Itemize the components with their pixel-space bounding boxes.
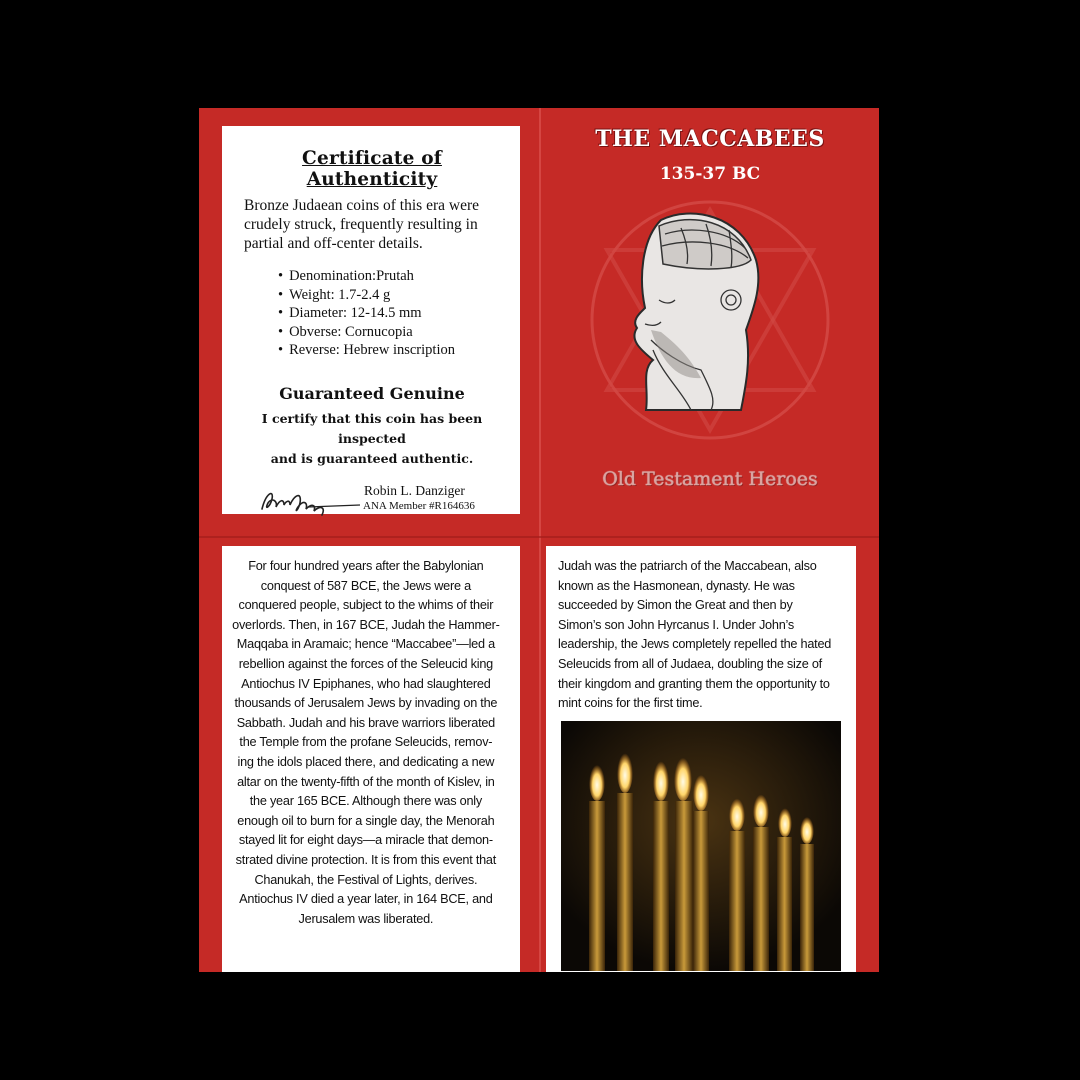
spec-obverse: • Obverse: Cornucopia: [278, 323, 500, 342]
spec-list: [278, 267, 500, 360]
spec-diameter: • Diameter: 12-14.5 mm: [278, 304, 500, 323]
horizontal-fold: [199, 536, 879, 538]
menorah-photo: [561, 721, 841, 971]
signer-name: Robin L. Danziger: [364, 482, 465, 498]
history-text-right: Judah was the patriarch of the Maccabean, also known as the Hasmonean, dynasty. He was succeeded by Simon the Great and then by Simon’s son John Hyrcanus I. Under John’s leadership, the Jews completely repelled the hated Seleucids from all of Judaea, doubling the size of their kingdom and granting them the opportunity to mint coins for the first time.: [558, 558, 832, 711]
cover-years: 135-37 BC: [659, 164, 761, 184]
cover-title: THE MACCABEES: [595, 126, 825, 152]
spec-reverse: • Reverse: Hebrew inscription: [278, 341, 500, 360]
signer-id: ANA Member #R164636: [363, 499, 475, 512]
guarantee-line-1: I certify that this coin has been inspected: [261, 410, 483, 446]
certificate-panel: [222, 126, 520, 514]
spec-weight: • Weight: 1.7-2.4 g: [278, 286, 500, 305]
spec-denomination: • Denomination:Prutah: [278, 267, 500, 286]
history-text-left: For four hundred years after the Babylonian conquest of 587 BCE, the Jews were a conquered people, subject to the whims of their overlords. Then, in 167 BCE, Judah the Hammer- Maqqaba in Aramaic; hence “Maccabee”—led a rebellion against the forces of the Seleucid king Antiochus IV Epiphanes, who had slaughtered thousands of Jerusalem Jews by invading on the Sabbath. Judah and his brave warriors liberated the Temple from the profane Seleucids, remov- ing the idols placed there, and dedicating a new altar on the twenty-fifth of the month of Kislev, in the year 165 BCE. Although there was only enough oil to burn for a single day, the Menorah stayed lit for eight days—a miracle that demon- strated divine protection. It is from this event that Chanukah, the Festival of Lights, derives. Antiochus IV died a year later, in 164 BCE, and Jerusalem was liberated.: [232, 558, 500, 926]
certificate-intro: Bronze Judaean coins of this era were crudely struck, frequently resulting in partial and off-center details.: [244, 197, 479, 252]
signature-icon: [256, 481, 366, 521]
history-panel-left: [222, 546, 520, 972]
guarantee-text: [244, 409, 500, 469]
signature-row: [244, 479, 500, 523]
series-name: Old Testament Heroes: [602, 468, 818, 490]
maccabee-portrait-icon: [541, 200, 879, 460]
guarantee-title: Guaranteed Genuine: [279, 383, 465, 403]
certificate-title: Certificate of Authenticity: [302, 148, 442, 190]
guarantee-line-2: and is guaranteed authentic.: [270, 450, 474, 466]
